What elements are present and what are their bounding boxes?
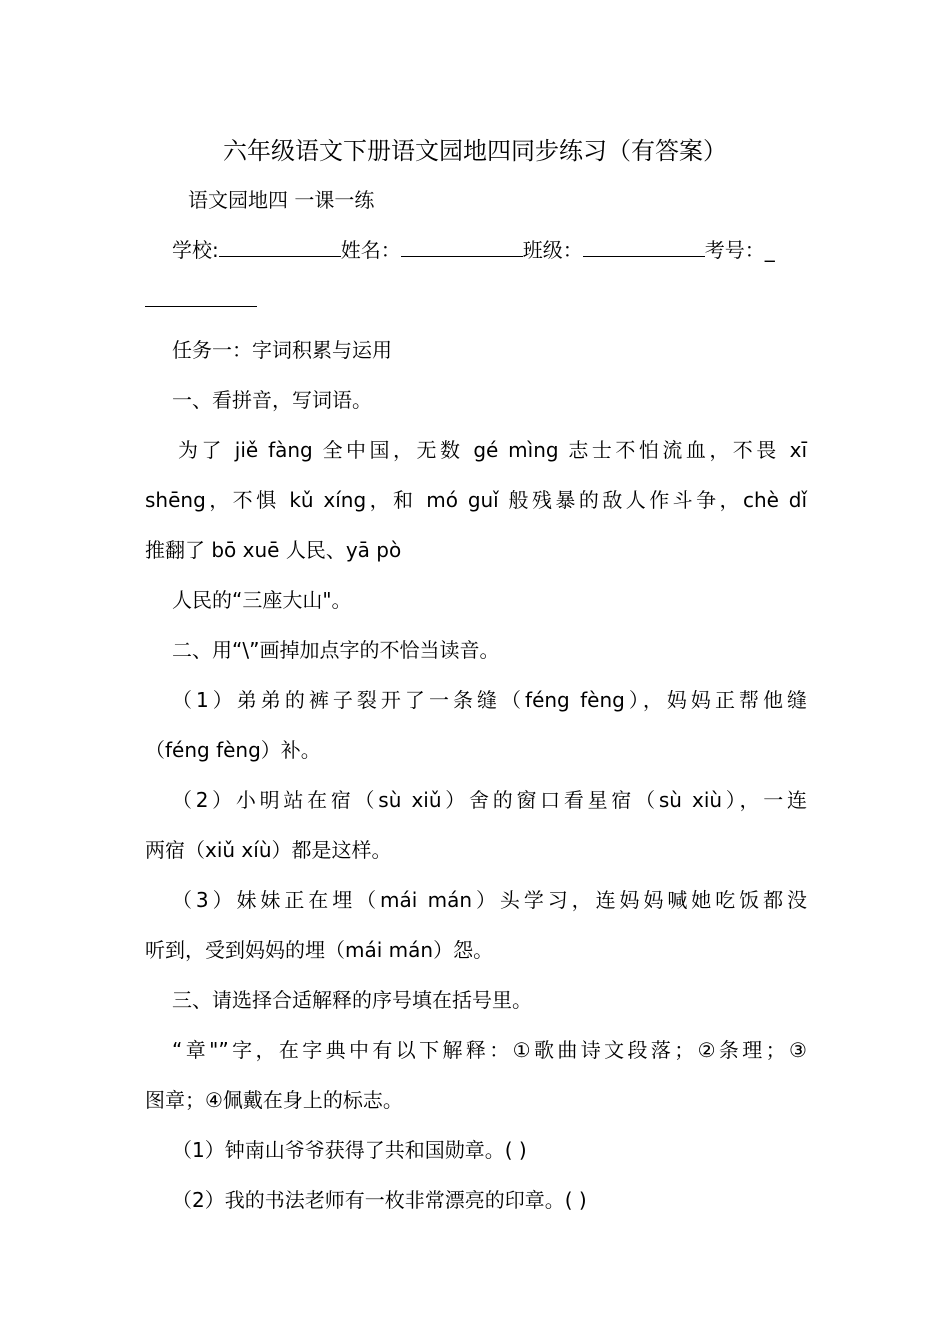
school-blank[interactable] [219,236,341,257]
exam-number-label: 考号：_ [704,238,775,262]
section1-paragraph-line: shēng，不惧 kǔ xíng，和 mó guǐ 般残暴的敌人作斗争，chè dǐ [145,488,807,512]
subtitle: 语文园地四 一课一练 [188,188,375,212]
section3-question: （2）我的书法老师有一枚非常漂亮的印章。( ) [172,1188,587,1212]
section2-item-line: 听到，受到妈妈的埋（mái mán）怨。 [145,938,494,962]
section1-heading: 一、看拼音，写词语。 [172,388,372,412]
school-label: 学校: [172,238,219,262]
task-one-heading: 任务一：字词积累与运用 [172,338,392,362]
class-label: 班级： [522,238,583,262]
name-label: 姓名： [340,238,401,262]
section2-heading: 二、用“\”画掉加点字的不恰当读音。 [172,638,500,662]
exam-number-blank[interactable] [145,286,257,307]
section2-item-line: （2）小明站在宿（sù xiǔ）舍的窗口看星宿（sù xiù），一连 [172,788,807,812]
section2-item-line: （1）弟弟的裤子裂开了一条缝（féng fèng），妈妈正帮他缝 [172,688,807,712]
section1-paragraph-line: 为了 jiě fàng 全中国，无数 gé mìng 志士不怕流血，不畏 xī [178,438,807,462]
section2-item-line: 两宿（xiǔ xíù）都是这样。 [145,838,392,862]
info-fields-row [172,236,812,264]
section1-paragraph-line: 人民的“三座大山"。 [172,588,352,612]
section2-item-line: （3）妹妹正在埋（mái mán）头学习，连妈妈喊她吃饭都没 [172,888,807,912]
class-blank[interactable] [583,236,705,257]
section3-question: （1）钟南山爷爷获得了共和国勋章。( ) [172,1138,527,1162]
name-blank[interactable] [401,236,523,257]
exam-number-continuation [145,286,807,314]
document-title: 六年级语文下册语文园地四同步练习（有答案） [223,137,727,165]
section3-heading: 三、请选择合适解释的序号填在括号里。 [172,988,532,1012]
section2-item-line: （féng fèng）补。 [145,738,321,762]
section3-intro-line: “章"”字，在字典中有以下解释：①歌曲诗文段落；②条理；③ [172,1038,807,1062]
section3-intro-line: 图章；④佩戴在身上的标志。 [145,1088,403,1112]
section1-paragraph-line: 推翻了 bō xuē 人民、yā pò [145,538,402,562]
